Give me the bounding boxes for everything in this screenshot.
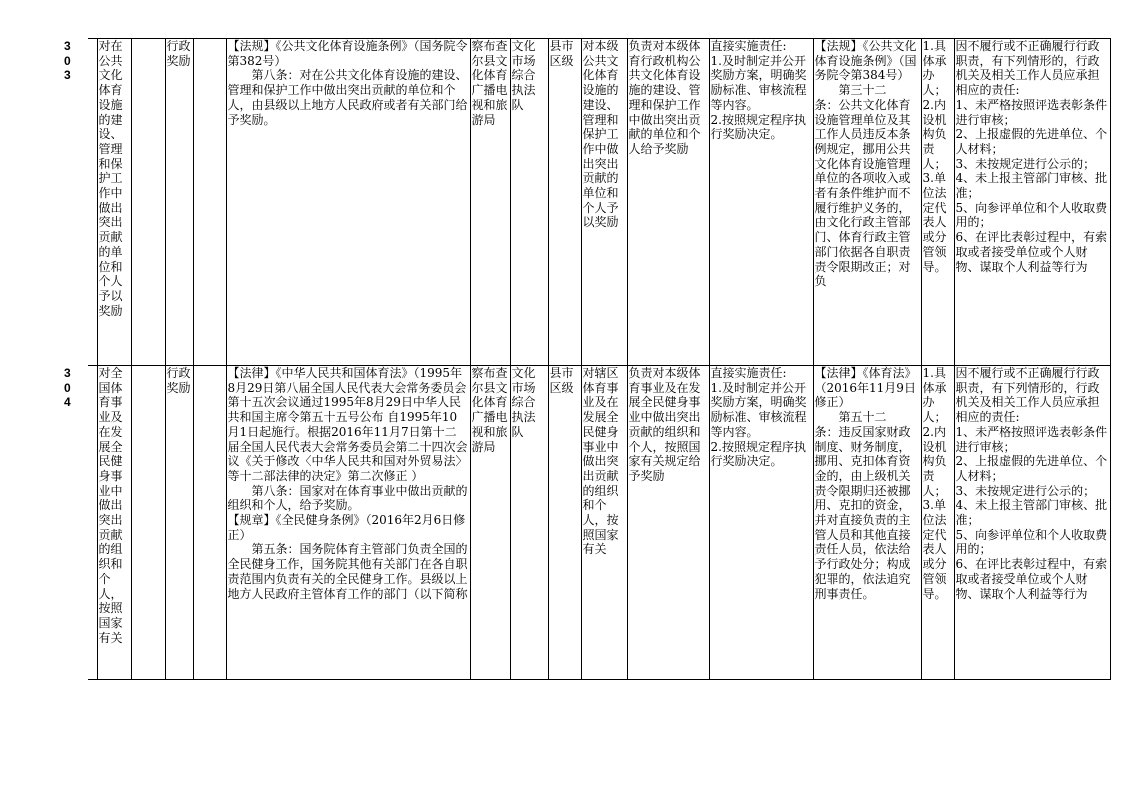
reg-article: 第五条：国务院体育主管部门负责全国的全民健身工作，国务院其他有关部门在各自职责范围内负责有关的全民健身工作。县级以上地方人民政府主管体育工作的部门（以下简称	[227, 542, 468, 601]
responsibility	[709, 366, 813, 680]
sub-item-cell	[131, 39, 165, 366]
law-title: 【法律】《中华人民共和国体育法》（1995年8月29日第八届全国人民代表大会常务委员会第十五次会议通过1995年8月29日中华人民共和国主席令第五十五号公布 自1995年10月1日起施行。根据2016年11月7日第十二届全国人民代表大会常务委员会第二十四次会议《关于修改〈中华人民共和国对外贸易法〉等十二部法律的决定》第二次修正 ）	[227, 366, 468, 483]
object-scope: 对本级公共文化体育设施的建设、管理和保护工作中做出突出贡献的单位和个人予以奖励	[581, 39, 627, 366]
reg-title: 【规章】《全民健身条例》（2016年2月6日修正）	[227, 513, 466, 542]
duty-text: 负责对本级体育行政机构公共文化体育设施的建设、管理和保护工作中做出突出贡献的单位和个人给予奖励	[627, 39, 709, 366]
department: 察布查尔县文化体育广播电视和旅游局	[470, 366, 510, 680]
liability-item: 3、未按规定进行公示的；	[955, 156, 1096, 171]
item-type: 行政奖励	[165, 39, 193, 366]
basis2-title: 【法律】《体育法》（2016年11月9日修正）	[814, 366, 917, 410]
admin-level: 县市区级	[548, 366, 581, 680]
liability-item: 6、在评比表彰过程中，有索取或者接受单位或个人财物、谋取个人利益等行为	[955, 557, 1108, 601]
law-article: 第八条：国家对在体育事业中做出贡献的组织和个人，给予奖励。	[227, 483, 468, 513]
row-number: 303	[63, 39, 72, 366]
liability-item: 1、未严格按照评选表彰条件进行审核；	[955, 424, 1108, 454]
department: 察布查尔县文化体育广播电视和旅游局	[470, 39, 510, 366]
item-name: 对全国体育事业及在发展全民健身事业中做出突出贡献的组织和个人，按照国家有关	[97, 366, 131, 680]
liability-intro: 因不履行或不正确履行行政职责，有下列情形的，行政机关及相关工作人员应承担相应的责任:	[955, 366, 1100, 425]
item-name: 对在公共文化体育设施的建设、管理和保护工作中做出突出贡献的单位和个人予以奖励	[97, 39, 131, 366]
legal-basis	[226, 39, 470, 366]
resp-item: 2.按照规定程序执行奖励决定。	[710, 439, 806, 469]
object-scope: 对辖区体育事业及在发展全民健身事业中做出突出贡献的组织和个人，按照国家有关	[581, 366, 627, 680]
resp-title: 直接实施责任:	[710, 39, 787, 53]
liability-item: 5、向参评单位和个人收取费用的；	[955, 200, 1108, 230]
accountability-basis	[813, 366, 921, 680]
duty-text: 负责对本级体育事业及在发展全民健身事业中做出突出贡献的组织和个人，按照国家有关规定给予奖励	[627, 366, 709, 680]
legal-basis	[226, 366, 470, 680]
basis2-title: 【法规】《公共文化体育设施条例》（国务院令第384号）	[814, 39, 917, 83]
basis2-article-no: 第三十二	[838, 83, 887, 98]
resp-item: 2.按照规定程序执行奖励决定。	[710, 112, 806, 142]
resp-item: 1.及时制定并公开奖励方案，明确奖励标准、审核流程等内容。	[710, 53, 807, 112]
basis2-article-no: 第五十二	[838, 410, 887, 425]
liability-item: 2、上报虚假的先进单位、个人材料；	[955, 127, 1108, 156]
law-title: 【法规】《公共文化体育设施条例》（国务院令第382号）	[227, 39, 468, 68]
law-article: 第八条：对在公共文化体育设施的建设、管理和保护工作中做出突出贡献的单位和个人，由县级以上地方人民政府或者有关部门给予奖励。	[227, 68, 468, 127]
liability	[954, 39, 1110, 366]
admin-level: 县市区级	[548, 39, 581, 366]
blank-cell	[193, 39, 226, 366]
responsible-subject: 1.具体承办人；2.内设机构负责人；3.单位法定代表人或分管领导。	[921, 39, 954, 366]
row-number: 304	[63, 366, 72, 680]
resp-item: 1.及时制定并公开奖励方案，明确奖励标准、审核流程等内容。	[710, 380, 807, 439]
blank-cell	[193, 366, 226, 680]
liability-item: 5、向参评单位和个人收取费用的；	[955, 527, 1108, 557]
table-row	[88, 366, 1110, 680]
liability-item: 2、上报虚假的先进单位、个人材料；	[955, 454, 1108, 483]
liability-item: 6、在评比表彰过程中，有索取或者接受单位或个人财物、谋取个人利益等行为	[955, 230, 1108, 274]
table-row	[88, 39, 1110, 366]
item-type: 行政奖励	[165, 366, 193, 680]
exec-unit: 文化市场综合执法队	[510, 39, 548, 366]
basis2-text: 条：违反国家财政制度、财务制度，挪用、克扣体育资金的，由上级机关责令限期归还被挪用、克扣的资金，并对直接负责的主管人员和其他直接责任人员，依法给予行政处分；构成犯罪的，依法追究刑事责任。	[814, 424, 911, 601]
accountability-basis	[813, 39, 921, 366]
responsible-subject: 1.具体承办人；2.内设机构负责人；3.单位法定代表人或分管领导。	[921, 366, 954, 680]
liability	[954, 366, 1110, 680]
sub-item-cell	[131, 366, 165, 680]
liability-item: 3、未按规定进行公示的；	[955, 483, 1096, 498]
liability-item: 4、未上报主管部门审核、批准；	[955, 498, 1108, 528]
power-list-table	[64, 38, 1111, 680]
liability-intro: 因不履行或不正确履行行政职责，有下列情形的，行政机关及相关工作人员应承担相应的责任:	[955, 39, 1100, 98]
responsibility	[709, 39, 813, 366]
resp-title: 直接实施责任:	[710, 366, 787, 380]
liability-item: 1、未严格按照评选表彰条件进行审核；	[955, 97, 1108, 127]
basis2-text: 条：公共文化体育设施管理单位及其工作人员违反本条例规定，挪用公共文化体育设施管理单位的各项收入或者有条件维护而不履行维护义务的，由文化行政主管部门、体育行政主管部门依据各自职责责令限期改正；对负	[814, 97, 911, 289]
liability-item: 4、未上报主管部门审核、批准；	[955, 171, 1108, 201]
exec-unit: 文化市场综合执法队	[510, 366, 548, 680]
